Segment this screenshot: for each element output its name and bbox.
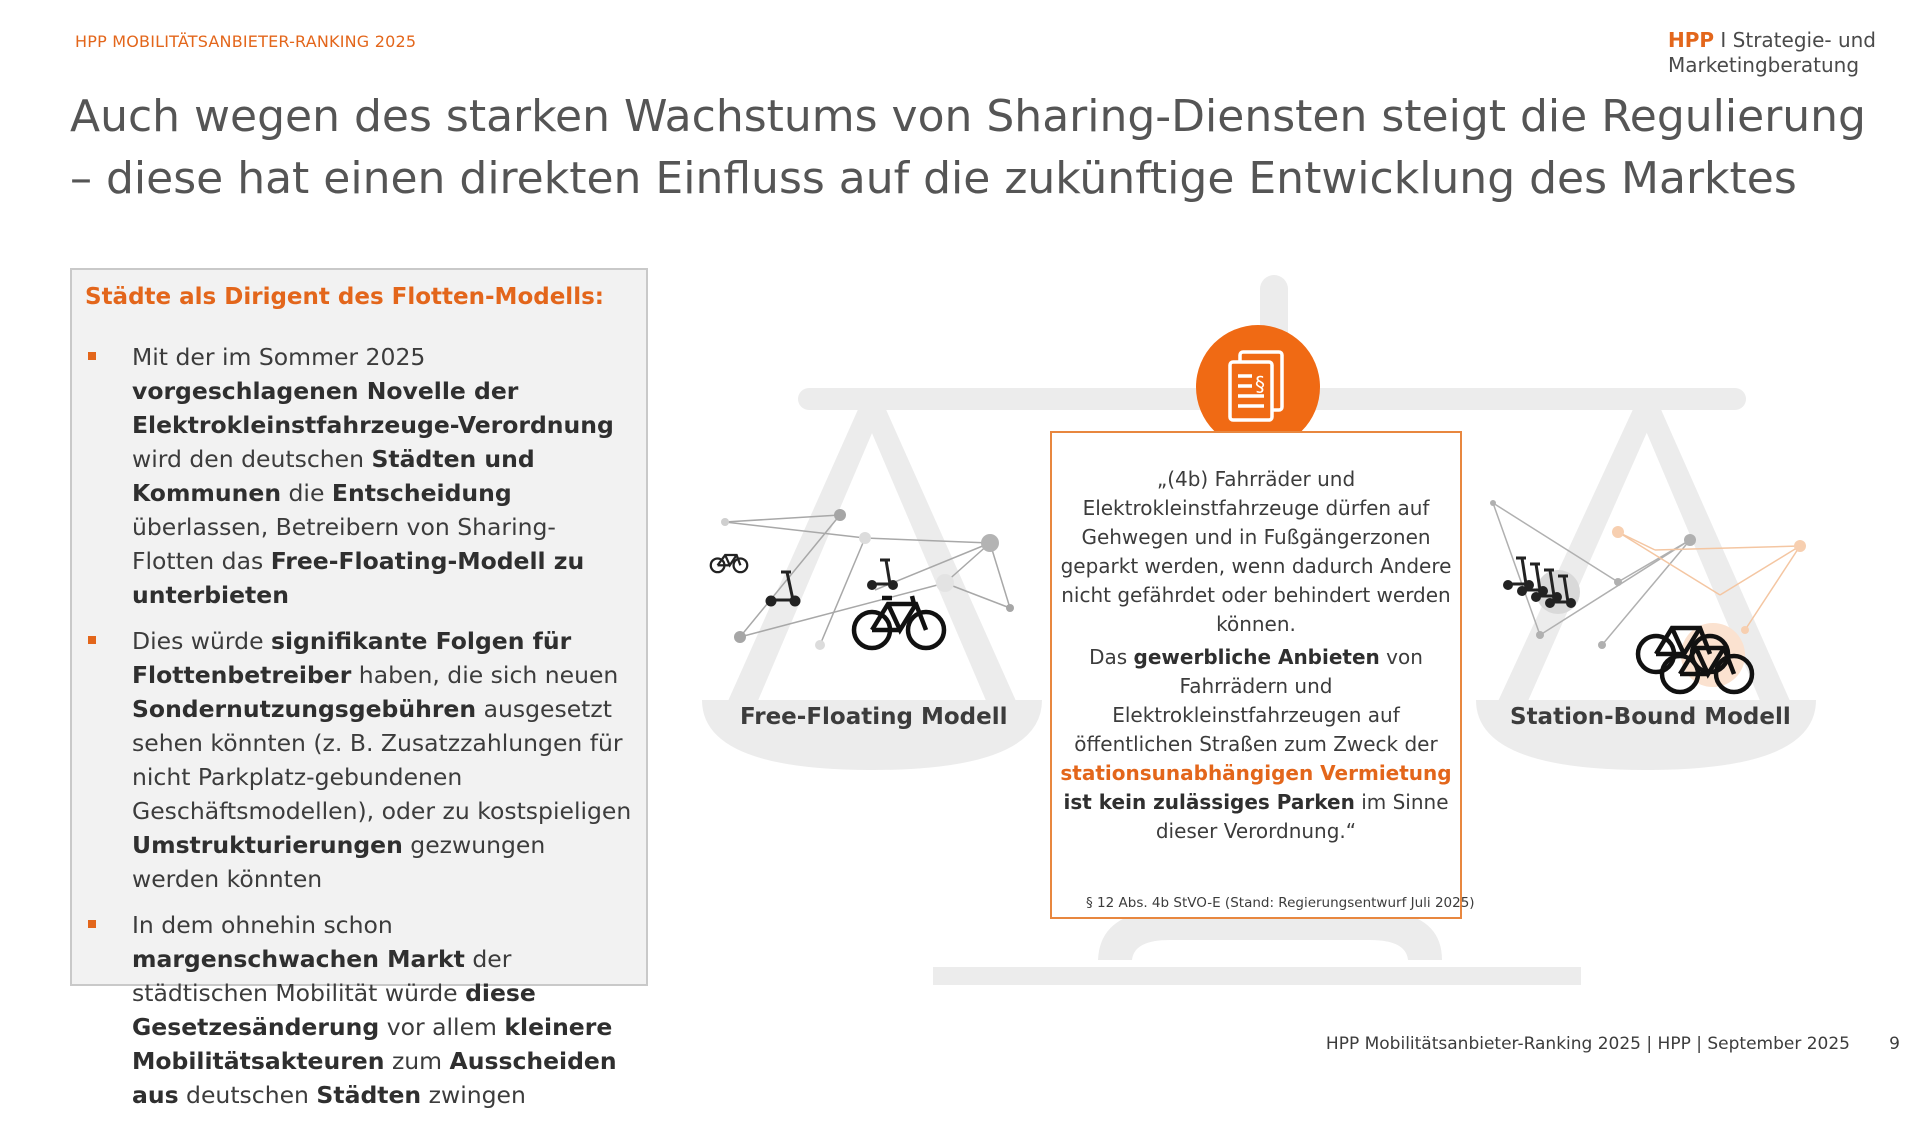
- bicycle-icon: [711, 555, 747, 572]
- footer-text: HPP Mobilitätsanbieter-Ranking 2025 | HPP | September 2025: [1325, 1034, 1850, 1054]
- bullet-text-segment: diese Gesetzesänderung: [132, 979, 536, 1041]
- bullet-text-segment: gezwungen werden könnten: [132, 831, 546, 893]
- bullet-text-segment: wird den deutschen: [132, 445, 372, 473]
- quote-paragraph-2: [1060, 643, 1452, 846]
- quote-p2-e: ist kein zulässiges Parken: [1063, 790, 1355, 814]
- bullet-text-segment: In dem ohnehin schon: [132, 911, 393, 939]
- bullet-text-segment: kleinere Mobilitätsakteuren: [132, 1013, 613, 1075]
- bullet-text-segment: die: [281, 479, 332, 507]
- quote-p2-c: von Fahrrädern und Elektrokleinstfahrzeugen auf öffentlichen Straßen zum Zweck der: [1074, 645, 1438, 756]
- bullet-item: [72, 624, 646, 896]
- bullet-text-segment: margenschwachen Markt: [132, 945, 465, 973]
- left-hanger-left: [724, 405, 884, 710]
- logo-line2: Marketingberatung: [1667, 53, 1860, 77]
- left-box-heading: Städte als Dirigent des Flotten-Modells:: [85, 284, 604, 310]
- bullet-text-segment: ausgesetzt sehen könnten (z. B. Zusatzzahlungen für nicht Parkplatz-gebundenen Geschäftsmodellen), oder zu kostspieligen: [132, 695, 632, 825]
- quote-p2-a: Das: [1089, 645, 1134, 669]
- bullet-marker: [88, 920, 96, 928]
- e-scooter-icon: [869, 560, 897, 589]
- bullet-text-segment: haben, die sich neuen: [351, 661, 619, 689]
- bullet-text-segment: vorgeschlagenen Novelle der Elektrokleinstfahrzeuge-Verordnung: [132, 377, 614, 439]
- quote-paragraph-1: „(4b) Fahrräder und Elektrokleinstfahrzeuge dürfen auf Gehwegen und in Fußgängerzonen geparkt werden, wenn dadurch Andere nicht gefährdet oder behindert werden können.: [1060, 467, 1452, 636]
- bullet-text-segment: der städtischen Mobilität würde: [132, 945, 512, 1007]
- title-line-2: – diese hat einen direkten Einfluss auf die zukünftige Entwicklung des Marktes: [70, 153, 1797, 204]
- title-line-1: Auch wegen des starken Wachstums von Sharing-Diensten steigt die Regulierung: [70, 91, 1866, 142]
- page-number: 9: [1889, 1034, 1900, 1054]
- bullet-text-segment: Dies würde: [132, 627, 272, 655]
- bullet-text-segment: Städten: [316, 1081, 422, 1109]
- bullet-marker: [88, 352, 96, 360]
- bullet-text-segment: Ausscheiden aus: [132, 1047, 617, 1109]
- bullet-text-segment: signifikante Folgen für Flottenbetreiber: [132, 627, 572, 689]
- page-title: [70, 86, 1870, 210]
- left-scale-label: Free-Floating Modell: [740, 704, 1008, 730]
- law-quote-box: [1050, 431, 1475, 919]
- bullet-item: [72, 908, 646, 1112]
- quote-p2-highlight: stationsunabhängigen Vermietung: [1060, 761, 1452, 785]
- bullet-item: [72, 340, 646, 612]
- quote-p2-b: gewerbliche Anbieten: [1133, 645, 1380, 669]
- quote-p2-f: im Sinne dieser Verordnung.“: [1155, 790, 1449, 843]
- quote-source: § 12 Abs. 4b StVO-E (Stand: Regierungsentwurf Juli 2025): [1086, 895, 1475, 911]
- svg-text:§: §: [1255, 372, 1265, 396]
- bullet-text-segment: überlassen, Betreibern von Sharing-Flotten das: [132, 513, 556, 575]
- company-logo: [1668, 28, 1876, 78]
- bullet-text-segment: deutschen: [178, 1081, 317, 1109]
- bullet-text-segment: Free-Floating-Modell zu unterbieten: [132, 547, 585, 609]
- logo-line1: I Strategie- und: [1714, 28, 1876, 52]
- header-tag: HPP MOBILITÄTSANBIETER-RANKING 2025: [75, 32, 417, 51]
- scale-base: [933, 967, 1581, 985]
- bullet-text-segment: Städten und Kommunen: [132, 445, 535, 507]
- left-hanger-right: [860, 405, 1020, 710]
- bullet-text-segment: zum: [384, 1047, 450, 1075]
- bullet-text-segment: Entscheidung: [331, 479, 512, 507]
- bullet-text-segment: zwingen: [421, 1081, 526, 1109]
- bullet-marker: [88, 636, 96, 644]
- bullet-text-segment: Umstrukturierungen: [132, 831, 403, 859]
- bullet-text-segment: Sondernutzungsgebühren: [132, 695, 477, 723]
- bullet-list: [72, 340, 646, 1124]
- left-info-box: [70, 268, 648, 1109]
- right-scale-label: Station-Bound Modell: [1510, 704, 1791, 730]
- bullet-text-segment: Mit der im Sommer 2025: [132, 343, 426, 371]
- logo-brand: HPP: [1667, 28, 1715, 52]
- bullet-text-segment: vor allem: [379, 1013, 505, 1041]
